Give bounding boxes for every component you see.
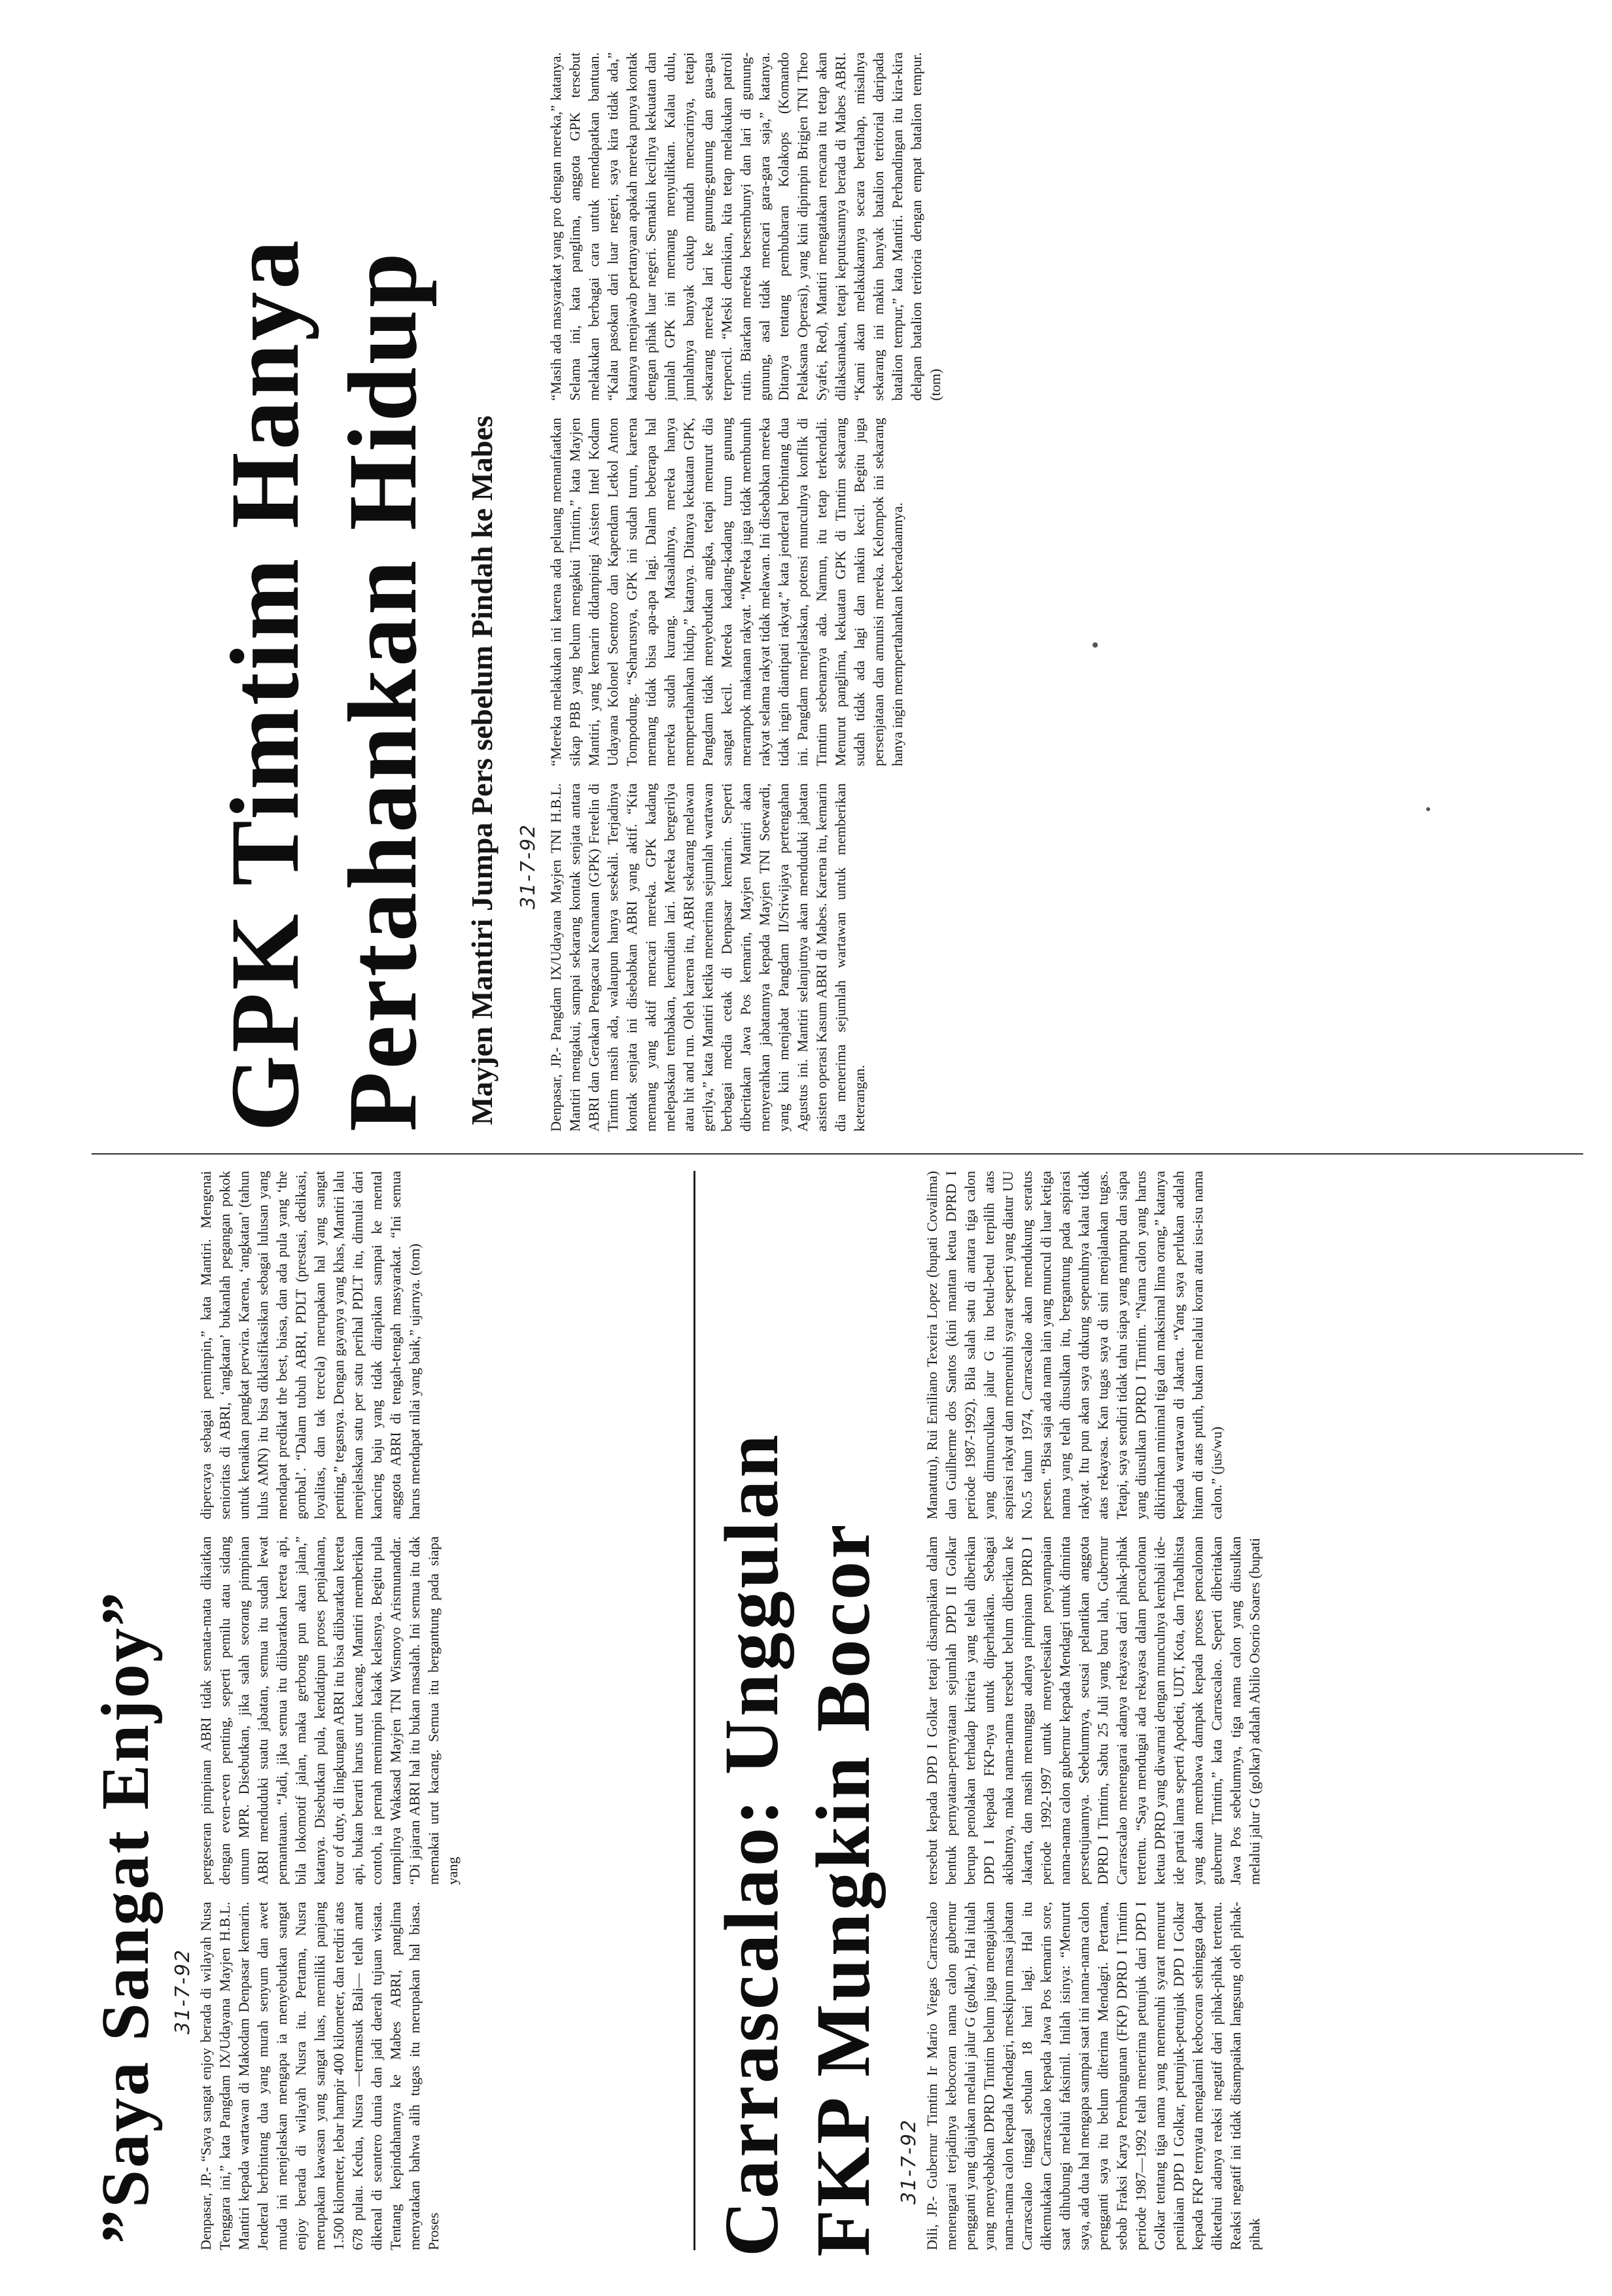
headline-saya-sangat-enjoy: ”Saya Sangat Enjoy”	[88, 1590, 163, 2244]
paragraph-text: Dili, JP.- Gubernur Timtim Ir Mario Viegas Carrascalao menengarai terjadinya kebocoran nama calon gubernur pengganti yang diajukan melalui jalur G (golkar). Hal itulah yang menyebabkan DPRD Timtim belum juga mengajukan nama-nama calon kepada Mendagri, meskipun masa jabatan Carrascalao tinggal sebulan 18 hari lagi. Hal itu dikemukakan Carrascalao kepada Jawa Pos kemarin sore, saat dihubungi melalui faksimil. Inilah isinya: “Menurut saya, ada dua hal mengapa sampai saat ini nama-nama calon pengganti saya itu belum diterima Mendagri. Pertama, sebab Fraksi Karya Pembangunan (FKP) DPRD I Timtim periode 1987—1992 telah menerima petunjuk dari DPD I Golkar tentang tiga nama yang memenuhi syarat menurut penilaian DPD I Golkar, petunjuk-petunjuk DPD I Golkar kepada FKP ternyata mengalami kebocoran sehingga dapat diketahui adanya reaksi negatif dari pihak-pihak tertentu. Reaksi negatif ini tidak disampaikan langsung oleh pihak-pihak	[924, 1902, 1263, 2250]
handwritten-date-gpk: 31-7-92	[517, 823, 540, 909]
column-gpk-3	[546, 52, 1580, 401]
divider-horizontal	[693, 1171, 695, 2250]
headline-gpk-line2: Pertahankan Hidup	[328, 250, 437, 1132]
paragraph-text: “Mereka melakukan ini karena ada peluang memanfaatkan sikap PBB yang belum mengakui Timtim,” kata Mayjen Mantiri, yang kemarin didampingi Asisten Intel Kodam Udayana Kolonel Soentoro dan Kapendam Letkol Anton Tompodung. “Seharusnya, GPK ini sudah turun, karena memang tidak bisa apa-apa lagi. Dalam beberapa hal mereka sudah kurang. Masalahnya, mereka hanya mempertahankan hidup,” katanya. Ditanya kekuatan GPK, Pangdam tidak menyebutkan angka, tetapi menurut dia sangat kecil. Mereka kadang-kadang turun gunung merampok makanan rakyat. “Mereka juga tidak membunuh rakyat selama rakyat tidak melawan. Ini disebabkan mereka tidak ingin diantipati rakyat,” kata jenderal berbintang dua ini. Pangdam menjelaskan, potensi munculnya konflik di Timtim sebenarnya ada. Namun, itu tetap terkendali. Menurut panglima, kekuatan GPK di Timtim sekarang sudah tidak ada lagi dan makin kecil. Begitu juga persenjataan dan amunisi mereka. Kelompok ini sekarang hanya ingin mempertahankan keberadaannya.	[548, 417, 905, 767]
paragraph-text: Manatutu), Rui Emiliano Texeira Lopez (bupati Covalima) dan Guilherme dos Santos (kini mantan ketua DPRD I periode 1987-1992). Bila salah satu di antara tiga calon yang dimunculkan jalur G itu betul-betul terpilih atas aspirasi rakyat dan memenuhi syarat seperti yang diatur UU No.5 tahun 1974, Carrascalao akan mendukung seratus persen. “Bisa saja ada nama lain yang muncul di luar ketiga nama yang telah diusulkan itu, bergantung pada aspirasi rakyat. Itu pun akan saya dukung sepenuhnya kalau tidak atas rekayasa. Kan tugas saya di sini menjalankan tugas. Tetapi, saya sendiri tidak tahu siapa yang mampu dan siapa yang diusulkan DPRD I Timtim. “Nama calon yang harus dikirimkan minimal tiga dan maksimal lima orang,” katanya kepada wartawan di Jakarta. “Yang saya perlukan adalah hitam di atas putih, bukan melalui koran atau isu-isu nama calon.” (jus/wu)	[924, 1170, 1225, 1520]
subheadline-gpk: Mayjen Mantiri Jumpa Pers sebelum Pindah ke Mabes	[465, 415, 499, 1125]
paragraph-text: Denpasar, JP.- “Saya sangat enjoy berada di wilayah Nusa Tenggara ini,” kata Pangdam IX/Udayana Mayjen H.B.L. Mantiri kepada wartawan di Makodam Denpasar kemarin. Jenderal berbintang dua yang murah senyum dan awet muda ini menjelaskan mengapa ia menyebutkan sangat enjoy berada di wilayah Nusra itu. Pertama, Nusra merupakan kawasan yang sangat luas, memiliki panjang 1.500 kilometer, lebar hampir 400 kilometer, dan terdiri atas 678 pulau. Kedua, Nusra —termasuk Bali— telah amat dikenal di seantero dunia dan jadi daerah tujuan wisata. Tentang kepindahannya ke Mabes ABRI, panglima menyatakan bahwa alih tugas itu merupakan hal biasa. Proses	[198, 1902, 442, 2250]
scan-speck	[1426, 807, 1430, 811]
scan-speck	[1093, 642, 1098, 648]
divider-vertical	[92, 1153, 1583, 1155]
headline-gpk-line1: GPK Timtim Hanya	[211, 237, 319, 1132]
handwritten-date-enjoy: 31-7-92	[171, 1948, 194, 2034]
paragraph-text: “Masih ada masyarakat yang pro dengan mereka,” katanya. Selama ini, kata panglima, anggota GPK tersebut melakukan berbagai cara untuk mendapatkan bantuan. “Kalau pasokan dari luar negeri, saya kira tidak ada,” katanya menjawab pertanyaan apakah mereka punya kontak dengan pihak luar negeri. Semakin kecilnya kekuatan dan jumlah GPK ini memang menyulitkan. Kalau dulu, jumlahnya banyak cukup mudah mencarinya, tetapi sekarang mereka lari ke gunung-gunung dan gua-gua terpencil. “Meski demikian, kita tetap melakukan patroli rutin. Biarkan mereka bersembunyi dan lari di gunung-gunung, asal tidak mencari gara-gara saja,” katanya. Ditanya tentang pembubaran Kolakops (Komando Pelaksana Operasi), yang kini dipimpin Brigjen TNI Theo Syafei, Red), Mantiri mengatakan rencana itu tetap akan dilaksanakan, tetapi keputusannya berada di Mabes ABRI. “Kami akan melakukannya secara bertahap, misalnya sekarang ini makin banyak batalion teritorial daripada batalion tempur,” kata Mantiri. Perbandingan itu kira-kira delapan batalion teritoria dengan empat batalion tempur. (tom)	[548, 52, 943, 401]
paragraph-text: pergeseran pimpinan ABRI tidak semata-mata dikaitkan dengan even-even penting, seperti pemilu atau sidang umum MPR. Disebutkan, jika salah seorang pimpinan ABRI menduduki suatu jabatan, semua itu sudah lewat pemantauan. “Jadi, jika semua itu diibaratkan kereta api, bila lokomotif jalan, maka gerbong pun akan jalan,” katanya. Disebutkan pula, kendatipun proses penjalanan, tour of duty, di lingkungan ABRI itu bisa diibaratkan kereta api, bukan berarti harus urut kacang. Mantiri memberikan contoh, ia pernah memimpin kakak kelasnya. Begitu pula tampilnya Wakasad Mayjen TNI Wismoyo Arismunandar. “Di jajaran ABRI hal itu bukan masalah. Ini semua itu dak memakai urut kacang. Semua itu bergantung pada siapa yang	[198, 1536, 461, 1885]
headline-carrascalao-line1: Carrascalao: Unggulan	[709, 1432, 794, 2257]
column-gpk-1	[546, 783, 1580, 1132]
column-enjoy-2	[196, 1537, 680, 1885]
paragraph-text: Denpasar, JP.- Pangdam IX/Udayana Mayjen TNI H.B.L. Mantiri mengakui, sampai sekarang kontak senjata antara ABRI dan Gerakan Pengacau Keamanan (GPK) Fretelin di Timtim masih ada, walaupun hanya sesekali. Terjadinya kontak senjata ini disebabkan ABRI yang aktif. “Kita memang yang aktif mencari mereka. GPK kadang melepaskan tembakan, kemudian lari. Mereka bergerilya atau hit and run. Oleh karena itu, ABRI sekarang melawan gerilya,” kata Mantiri ketika menerima sejumlah wartawan berbagai media cetak di Denpasar kemarin. Seperti diberitakan Jawa Pos kemarin, Mayjen Mantiri akan menyerahkan jabatannya kepada Mayjen TNI Soewardi, yang kini menjabat Pangdam II/Sriwijaya pertengahan Agustus ini. Mantiri selanjutnya akan menduduki jabatan asisten operasi Kasum ABRI di Mabes. Karena itu, kemarin dia menerima sejumlah wartawan untuk memberikan keterangan.	[548, 783, 867, 1132]
column-carrascalao-1	[922, 1902, 1583, 2250]
column-carrascalao-3	[922, 1171, 1583, 1520]
handwritten-date-carrascalao: 31-7-92	[898, 2118, 920, 2204]
paragraph-text: tersebut kepada DPD I Golkar tetapi disampaikan dalam bentuk pernyataan-pernyataan sejumlah DPD II Golkar berupa penolakan terhadap kriteria yang telah diberikan DPD I kepada FKP-nya untuk diperhatikan. Sebagai akibatnya, maka nama-nama tersebut belum diberikan ke Jakarta, dan masih menunggu adanya pimpinan DPRD I periode 1992-1997 untuk menyelesaikan penyampaian nama-nama calon gubernur kepada Mendagri untuk diminta persetujuannya. Sebelumnya, seusai pelantikan anggota DPRD I Timtim, Sabtu 25 Juli yang baru lalu, Gubernur Carrascalao menengarai adanya rekayasa dari pihak-pihak tertentu. “Saya mendugai ada rekayasa dalam pencalonan ketua DPRD yang diwarnai dengan munculnya kembali ide-ide partai lama seperti Apodeti, UDT, Kota, dan Trabalhista yang akan membawa dampak kepada proses pencalonan gubernur Timtim,” kata Carrascalao. Seperti diberitakan Jawa Pos sebelumnya, tiga nama calon yang diusulkan melalui jalur G (golkar) adalah Abilio Osorio Soares (bupati	[924, 1536, 1263, 1885]
paragraph-text: dipercaya sebagai pemimpin,” kata Mantiri. Mengenai senioritas di ABRI, ‘angkatan’ bukanlah pegangan pokok untuk kenaikan pangkat perwira. Karena, ‘angkatan’ (tahun lulus AMN) itu bisa diklasifikasikan sebagai lulusan yang mendapat predikat the best, biasa, dan ada pula yang ‘the gombal’. “Dalam tubuh ABRI, PDLT (prestasi, dedikasi, loyalitas, dan tak tercela) merupakan hal yang sangat penting,” tegasnya. Dengan gayanya yang khas, Mantiri lalu menjelaskan satu per satu perihal PDLT itu, dimulai dari kancing baju yang tidak dirapikan sampai ke mental anggota ABRI di tengah-tengah masyarakat. “Ini semua harus mendapat nilai yang baik,” ujarnya. (tom)	[198, 1170, 423, 1520]
headline-carrascalao-line2: FKP Mungkin Bocor	[800, 1522, 886, 2257]
column-enjoy-1	[196, 1902, 680, 2250]
columns-gpk	[546, 52, 1580, 1132]
column-carrascalao-2	[922, 1537, 1583, 1885]
columns-enjoy	[196, 1171, 680, 2250]
column-enjoy-3	[196, 1171, 680, 1520]
columns-carrascalao	[922, 1171, 1583, 2250]
column-gpk-2	[546, 418, 1580, 767]
